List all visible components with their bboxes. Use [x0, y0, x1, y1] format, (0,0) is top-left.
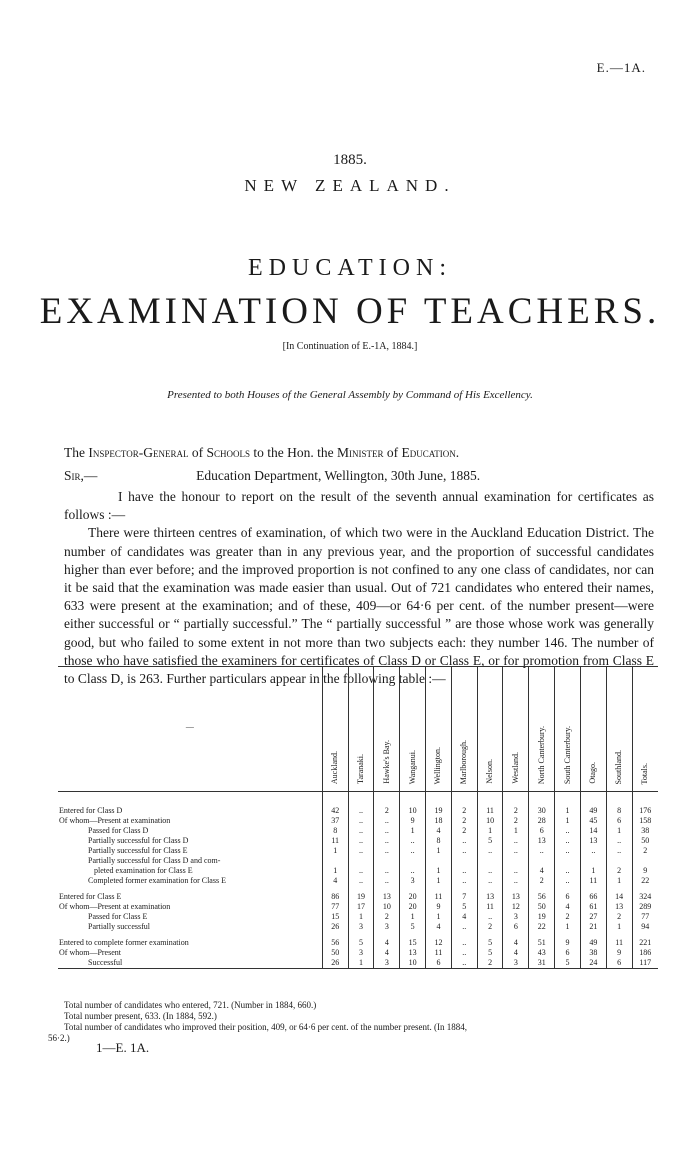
row-label: Entered for Class D — [59, 806, 123, 815]
table-cell: 176 — [632, 792, 658, 817]
sub-title: EXAMINATION OF TEACHERS. — [39, 291, 661, 332]
table-blank-header: — — [58, 667, 322, 792]
table-cell: 20 — [400, 892, 426, 902]
table-cell: 5 — [451, 902, 477, 912]
row-label: Successful — [58, 958, 322, 969]
table-cell — [426, 856, 452, 866]
table-cell: 3 — [503, 912, 529, 922]
column-header-label: Wanganui. — [407, 749, 417, 784]
table-cell: 1 — [348, 912, 374, 922]
table-cell: 18 — [426, 816, 452, 826]
column-header-label: Marlborough. — [459, 739, 469, 784]
table-cell — [374, 856, 400, 866]
table-cell: 6 — [555, 948, 581, 958]
table-cell: 13 — [374, 892, 400, 902]
table-cell: 11 — [477, 792, 503, 817]
table-cell: 28 — [529, 816, 555, 826]
note-line: Total number of candidates who improved their position, 409, or 64·6 per cent. of the number present. (In 1884, — [64, 1022, 468, 1032]
table-cell: 19 — [426, 792, 452, 817]
table-cell: 1 — [606, 826, 632, 836]
table-cell: .. — [451, 836, 477, 846]
column-header-label: Southland. — [614, 749, 624, 784]
table-cell: 21 — [580, 922, 606, 932]
main-title: EDUCATION: — [248, 255, 452, 281]
table-cell: 66 — [580, 892, 606, 902]
table-cell: 31 — [529, 958, 555, 969]
table-cell: 13 — [503, 892, 529, 902]
table-cell: 3 — [348, 948, 374, 958]
column-header-label: Nelson. — [485, 759, 495, 784]
table-row — [58, 922, 658, 932]
table-cell: 13 — [606, 902, 632, 912]
table-cell: .. — [374, 876, 400, 886]
table-cell: 1 — [322, 866, 348, 876]
table-cell: 3 — [374, 922, 400, 932]
table-cell: 2 — [529, 876, 555, 886]
table-cell: 1 — [426, 846, 452, 856]
column-header — [322, 667, 348, 792]
table-cell: 2 — [606, 912, 632, 922]
table-row — [58, 948, 658, 958]
table-cell: 3 — [503, 958, 529, 969]
table-cell: .. — [555, 836, 581, 846]
table-cell: 3 — [400, 876, 426, 886]
table-cell: 1 — [477, 826, 503, 836]
table-row — [58, 836, 658, 846]
column-header — [477, 667, 503, 792]
table-cell — [477, 856, 503, 866]
table-cell: 4 — [503, 948, 529, 958]
table-cell — [580, 856, 606, 866]
table-cell: 9 — [426, 902, 452, 912]
table-cell: 6 — [606, 816, 632, 826]
table-cell: 61 — [580, 902, 606, 912]
table-cell: 289 — [632, 902, 658, 912]
table-cell: 26 — [322, 958, 348, 969]
table-notes — [48, 1000, 664, 1044]
table-cell: 50 — [529, 902, 555, 912]
row-label: Entered for Class E — [59, 892, 122, 901]
table-cell: 12 — [503, 902, 529, 912]
column-header — [348, 667, 374, 792]
table-cell: 15 — [400, 938, 426, 948]
table-cell: .. — [348, 836, 374, 846]
salutation-line — [64, 468, 654, 484]
table-cell: 1 — [348, 958, 374, 969]
table-cell: 1 — [555, 922, 581, 932]
table-cell: 9 — [606, 948, 632, 958]
table-cell: .. — [374, 836, 400, 846]
table-cell: 38 — [580, 948, 606, 958]
column-header — [580, 667, 606, 792]
table-cell: 22 — [529, 922, 555, 932]
table-cell: .. — [555, 826, 581, 836]
table-cell: .. — [451, 866, 477, 876]
table-cell: 13 — [400, 948, 426, 958]
table-cell: 5 — [477, 836, 503, 846]
table-cell: .. — [374, 866, 400, 876]
paragraph-2: There were thirteen centres of examination, of which two were in the Auckland Education District. The number of candidates was greater than in any previous year, and the proportion of successful candidates higher than ever before; and the improved proportion is not confined to any one class of candidates, nor can it be said that the examination was made easier than usual. Out of 721 candidates who entered their names, 633 were present at the examination; and of these, 409—or 64·6 per cent. of the number present—were either successful or “ partially successful.” The “ partially successful ” are those whose work was generally good, but who failed to some extent in not more than two subjects each: they number 146. The number of those who have satisfied the examiners for certificates of Class D or Class E, or for promotion from Class E to Class D, is 263. Further particulars appear in the following table :— — [64, 525, 654, 687]
table-cell: 94 — [632, 922, 658, 932]
table-cell: 324 — [632, 892, 658, 902]
table-cell: 10 — [400, 958, 426, 969]
table-cell: 6 — [606, 958, 632, 969]
table-cell: 1 — [322, 846, 348, 856]
table-cell: 13 — [529, 836, 555, 846]
column-header — [529, 667, 555, 792]
table-cell: .. — [503, 846, 529, 856]
table-cell: 49 — [580, 938, 606, 948]
table-cell: 1 — [580, 866, 606, 876]
table-cell: 20 — [400, 902, 426, 912]
row-label: Of whom—Present at examination — [59, 902, 171, 911]
table-cell: 9 — [555, 938, 581, 948]
table-cell: .. — [451, 938, 477, 948]
column-header-label: Otago. — [588, 762, 598, 784]
table-cell: .. — [400, 866, 426, 876]
table-cell: 30 — [529, 792, 555, 817]
table-row — [58, 912, 658, 922]
table-cell: 12 — [426, 938, 452, 948]
table-cell: 22 — [632, 876, 658, 886]
table-cell: 4 — [555, 902, 581, 912]
column-header — [632, 667, 658, 792]
table-cell: 77 — [322, 902, 348, 912]
table-cell: .. — [606, 846, 632, 856]
column-header-label: Auckland. — [330, 750, 340, 784]
table-row — [58, 826, 658, 836]
table-cell — [348, 856, 374, 866]
letter-body — [64, 488, 654, 688]
table-cell: .. — [348, 846, 374, 856]
table-row — [58, 892, 658, 902]
table-cell: 50 — [322, 948, 348, 958]
table-cell — [606, 856, 632, 866]
table-cell: 2 — [451, 826, 477, 836]
table-cell: 24 — [580, 958, 606, 969]
table-cell: 11 — [322, 836, 348, 846]
table-cell: 10 — [374, 902, 400, 912]
salutation: Sir,— — [64, 468, 98, 483]
column-header — [426, 667, 452, 792]
table-cell: 2 — [477, 958, 503, 969]
table-cell — [400, 856, 426, 866]
table-cell: 5 — [348, 938, 374, 948]
table-cell: 3 — [374, 958, 400, 969]
table-cell: .. — [503, 836, 529, 846]
address-education: Education. — [401, 445, 460, 460]
table-cell: 2 — [503, 792, 529, 817]
table-cell: .. — [374, 846, 400, 856]
table-cell: .. — [477, 876, 503, 886]
table-cell: 14 — [580, 826, 606, 836]
table-cell: 37 — [322, 816, 348, 826]
table-cell: 4 — [529, 866, 555, 876]
dateline: Education Department, Wellington, 30th June, 1885. — [196, 468, 481, 483]
address-minister: Minister — [336, 445, 384, 460]
table-cell: 6 — [555, 892, 581, 902]
table-cell: 56 — [322, 938, 348, 948]
year-heading: 1885. — [333, 152, 367, 168]
table-cell: 51 — [529, 938, 555, 948]
table-cell: 2 — [555, 912, 581, 922]
table-row — [58, 902, 658, 912]
note-line: Total number present, 633. (In 1884, 592.) — [64, 1011, 217, 1021]
table-cell: .. — [451, 876, 477, 886]
row-label: Completed former examination for Class E — [88, 876, 226, 885]
table-cell: 9 — [632, 866, 658, 876]
statistics-table — [58, 666, 658, 969]
table-cell: 11 — [426, 948, 452, 958]
table-cell: 10 — [477, 816, 503, 826]
table-cell: .. — [477, 912, 503, 922]
row-label: Of whom—Present — [59, 948, 121, 957]
table-cell: 86 — [322, 892, 348, 902]
row-label: Passed for Class E — [88, 912, 148, 921]
row-label: Partially successful for Class E — [88, 846, 188, 855]
table-cell: 9 — [400, 816, 426, 826]
table-cell: 15 — [322, 912, 348, 922]
table-row — [58, 816, 658, 826]
table-cell: .. — [477, 866, 503, 876]
table-cell: 11 — [606, 938, 632, 948]
table-cell: .. — [374, 826, 400, 836]
column-header-label: Hawke's Bay. — [381, 740, 391, 784]
table-cell: 1 — [400, 826, 426, 836]
table-cell: 11 — [580, 876, 606, 886]
table-row — [58, 792, 658, 817]
column-header — [606, 667, 632, 792]
note-line: 56·2.) — [48, 1033, 70, 1043]
table-cell: 4 — [322, 876, 348, 886]
table-cell: .. — [451, 958, 477, 969]
table-cell: 6 — [426, 958, 452, 969]
table-cell: 1 — [555, 816, 581, 826]
table-cell: 2 — [477, 922, 503, 932]
column-header-label: Taranaki. — [356, 754, 365, 784]
table-cell: .. — [606, 836, 632, 846]
table-row — [58, 876, 658, 886]
table-cell: 2 — [503, 816, 529, 826]
address-of-2: of — [386, 445, 399, 460]
table-cell: 2 — [632, 846, 658, 856]
address-to: to the Hon. the — [253, 445, 334, 460]
table-row — [58, 938, 658, 948]
table-cell: 13 — [477, 892, 503, 902]
table-cell: 42 — [322, 792, 348, 817]
table-cell: 1 — [606, 922, 632, 932]
table-cell: 7 — [451, 892, 477, 902]
table-cell: .. — [400, 846, 426, 856]
table-cell: 13 — [580, 836, 606, 846]
table-cell: 11 — [426, 892, 452, 902]
table-cell: 4 — [503, 938, 529, 948]
table-cell: 6 — [529, 826, 555, 836]
table-row — [58, 856, 658, 866]
table-row — [58, 846, 658, 856]
column-header — [503, 667, 529, 792]
row-label: Passed for Class D — [88, 826, 149, 835]
table-row — [58, 866, 658, 876]
statistics-table-wrapper — [58, 666, 658, 969]
table-cell: 8 — [322, 826, 348, 836]
table-row — [58, 958, 658, 969]
table-cell: 5 — [477, 948, 503, 958]
table-cell: 26 — [322, 922, 348, 932]
table-cell: 5 — [400, 922, 426, 932]
table-cell: .. — [348, 876, 374, 886]
table-cell: 2 — [451, 816, 477, 826]
table-cell: .. — [555, 846, 581, 856]
column-header — [451, 667, 477, 792]
table-cell: 4 — [426, 826, 452, 836]
column-header-label: Totals. — [640, 762, 650, 784]
table-cell: 5 — [555, 958, 581, 969]
table-cell: 1 — [426, 876, 452, 886]
table-cell: .. — [451, 846, 477, 856]
column-header-label: Westland. — [510, 752, 520, 784]
presented-line: Presented to both Houses of the General Assembly by Command of His Excellency. — [167, 389, 533, 401]
table-cell: 4 — [426, 922, 452, 932]
table-cell: .. — [555, 866, 581, 876]
table-cell: 1 — [503, 826, 529, 836]
table-cell: 43 — [529, 948, 555, 958]
table-cell: 5 — [477, 938, 503, 948]
table-cell: .. — [451, 922, 477, 932]
table-cell: .. — [451, 948, 477, 958]
table-cell: .. — [374, 816, 400, 826]
table-cell: 4 — [374, 938, 400, 948]
table-cell — [322, 856, 348, 866]
table-cell: 158 — [632, 816, 658, 826]
table-cell: .. — [400, 836, 426, 846]
table-cell: 1 — [426, 866, 452, 876]
table-cell: .. — [580, 846, 606, 856]
address-the: The — [64, 445, 85, 460]
table-cell: 4 — [374, 948, 400, 958]
table-cell: 2 — [374, 792, 400, 817]
table-cell: .. — [503, 866, 529, 876]
table-cell: 2 — [451, 792, 477, 817]
table-cell: .. — [348, 826, 374, 836]
column-header — [400, 667, 426, 792]
table-cell: 8 — [606, 792, 632, 817]
column-header-label: North Canterbury. — [536, 725, 546, 784]
table-cell: 1 — [555, 792, 581, 817]
table-cell: .. — [477, 846, 503, 856]
table-cell: .. — [529, 846, 555, 856]
table-cell: .. — [348, 792, 374, 817]
table-cell: 19 — [529, 912, 555, 922]
column-header — [555, 667, 581, 792]
paragraph-1: I have the honour to report on the result of the seventh annual examination for certificates as follows :— — [64, 489, 654, 523]
table-cell: 77 — [632, 912, 658, 922]
continuation-note: [In Continuation of E.-1A, 1884.] — [282, 341, 418, 352]
row-label: pleted examination for Class E — [94, 866, 193, 875]
column-header-label: Wellington. — [433, 746, 443, 784]
table-cell: 1 — [606, 876, 632, 886]
country-heading: NEW ZEALAND. — [244, 176, 456, 195]
table-cell — [632, 856, 658, 866]
table-cell — [555, 856, 581, 866]
table-cell: 2 — [606, 866, 632, 876]
column-header-label: South Canterbury. — [562, 725, 572, 784]
table-cell: 117 — [632, 958, 658, 969]
table-cell: .. — [348, 816, 374, 826]
row-label: Entered to complete former examination — [59, 938, 189, 947]
table-cell: 38 — [632, 826, 658, 836]
row-label: Partially successful — [88, 922, 150, 931]
table-cell: 1 — [426, 912, 452, 922]
page-footer: 1—E. 1A. — [96, 1040, 150, 1055]
note-line: Total number of candidates who entered, 721. (Number in 1884, 660.) — [64, 1000, 317, 1010]
row-label: Partially successful for Class D and com- — [88, 856, 221, 865]
address-schools: Schools — [206, 445, 250, 460]
table-cell: 50 — [632, 836, 658, 846]
table-cell: 56 — [529, 892, 555, 902]
table-cell: .. — [503, 876, 529, 886]
letter-address — [64, 445, 654, 461]
table-cell: 11 — [477, 902, 503, 912]
table-cell: .. — [555, 876, 581, 886]
table-cell — [503, 856, 529, 866]
table-cell: 8 — [426, 836, 452, 846]
table-cell: 221 — [632, 938, 658, 948]
table-cell: 27 — [580, 912, 606, 922]
table-cell: 1 — [400, 912, 426, 922]
table-cell: 3 — [348, 922, 374, 932]
address-from-title: Inspector-General — [88, 445, 189, 460]
table-cell: 45 — [580, 816, 606, 826]
table-cell: 14 — [606, 892, 632, 902]
column-header — [374, 667, 400, 792]
table-cell: 6 — [503, 922, 529, 932]
document-reference: E.—1A. — [596, 60, 646, 75]
table-cell: 2 — [374, 912, 400, 922]
table-cell: 19 — [348, 892, 374, 902]
address-of: of — [191, 445, 204, 460]
table-cell: .. — [348, 866, 374, 876]
row-label: Partially successful for Class D — [88, 836, 189, 845]
table-cell: 49 — [580, 792, 606, 817]
table-cell: 17 — [348, 902, 374, 912]
table-cell — [529, 856, 555, 866]
table-cell: 4 — [451, 912, 477, 922]
row-label: Of whom—Present at examination — [59, 816, 171, 825]
table-cell: 186 — [632, 948, 658, 958]
table-cell: 10 — [400, 792, 426, 817]
table-cell — [451, 856, 477, 866]
